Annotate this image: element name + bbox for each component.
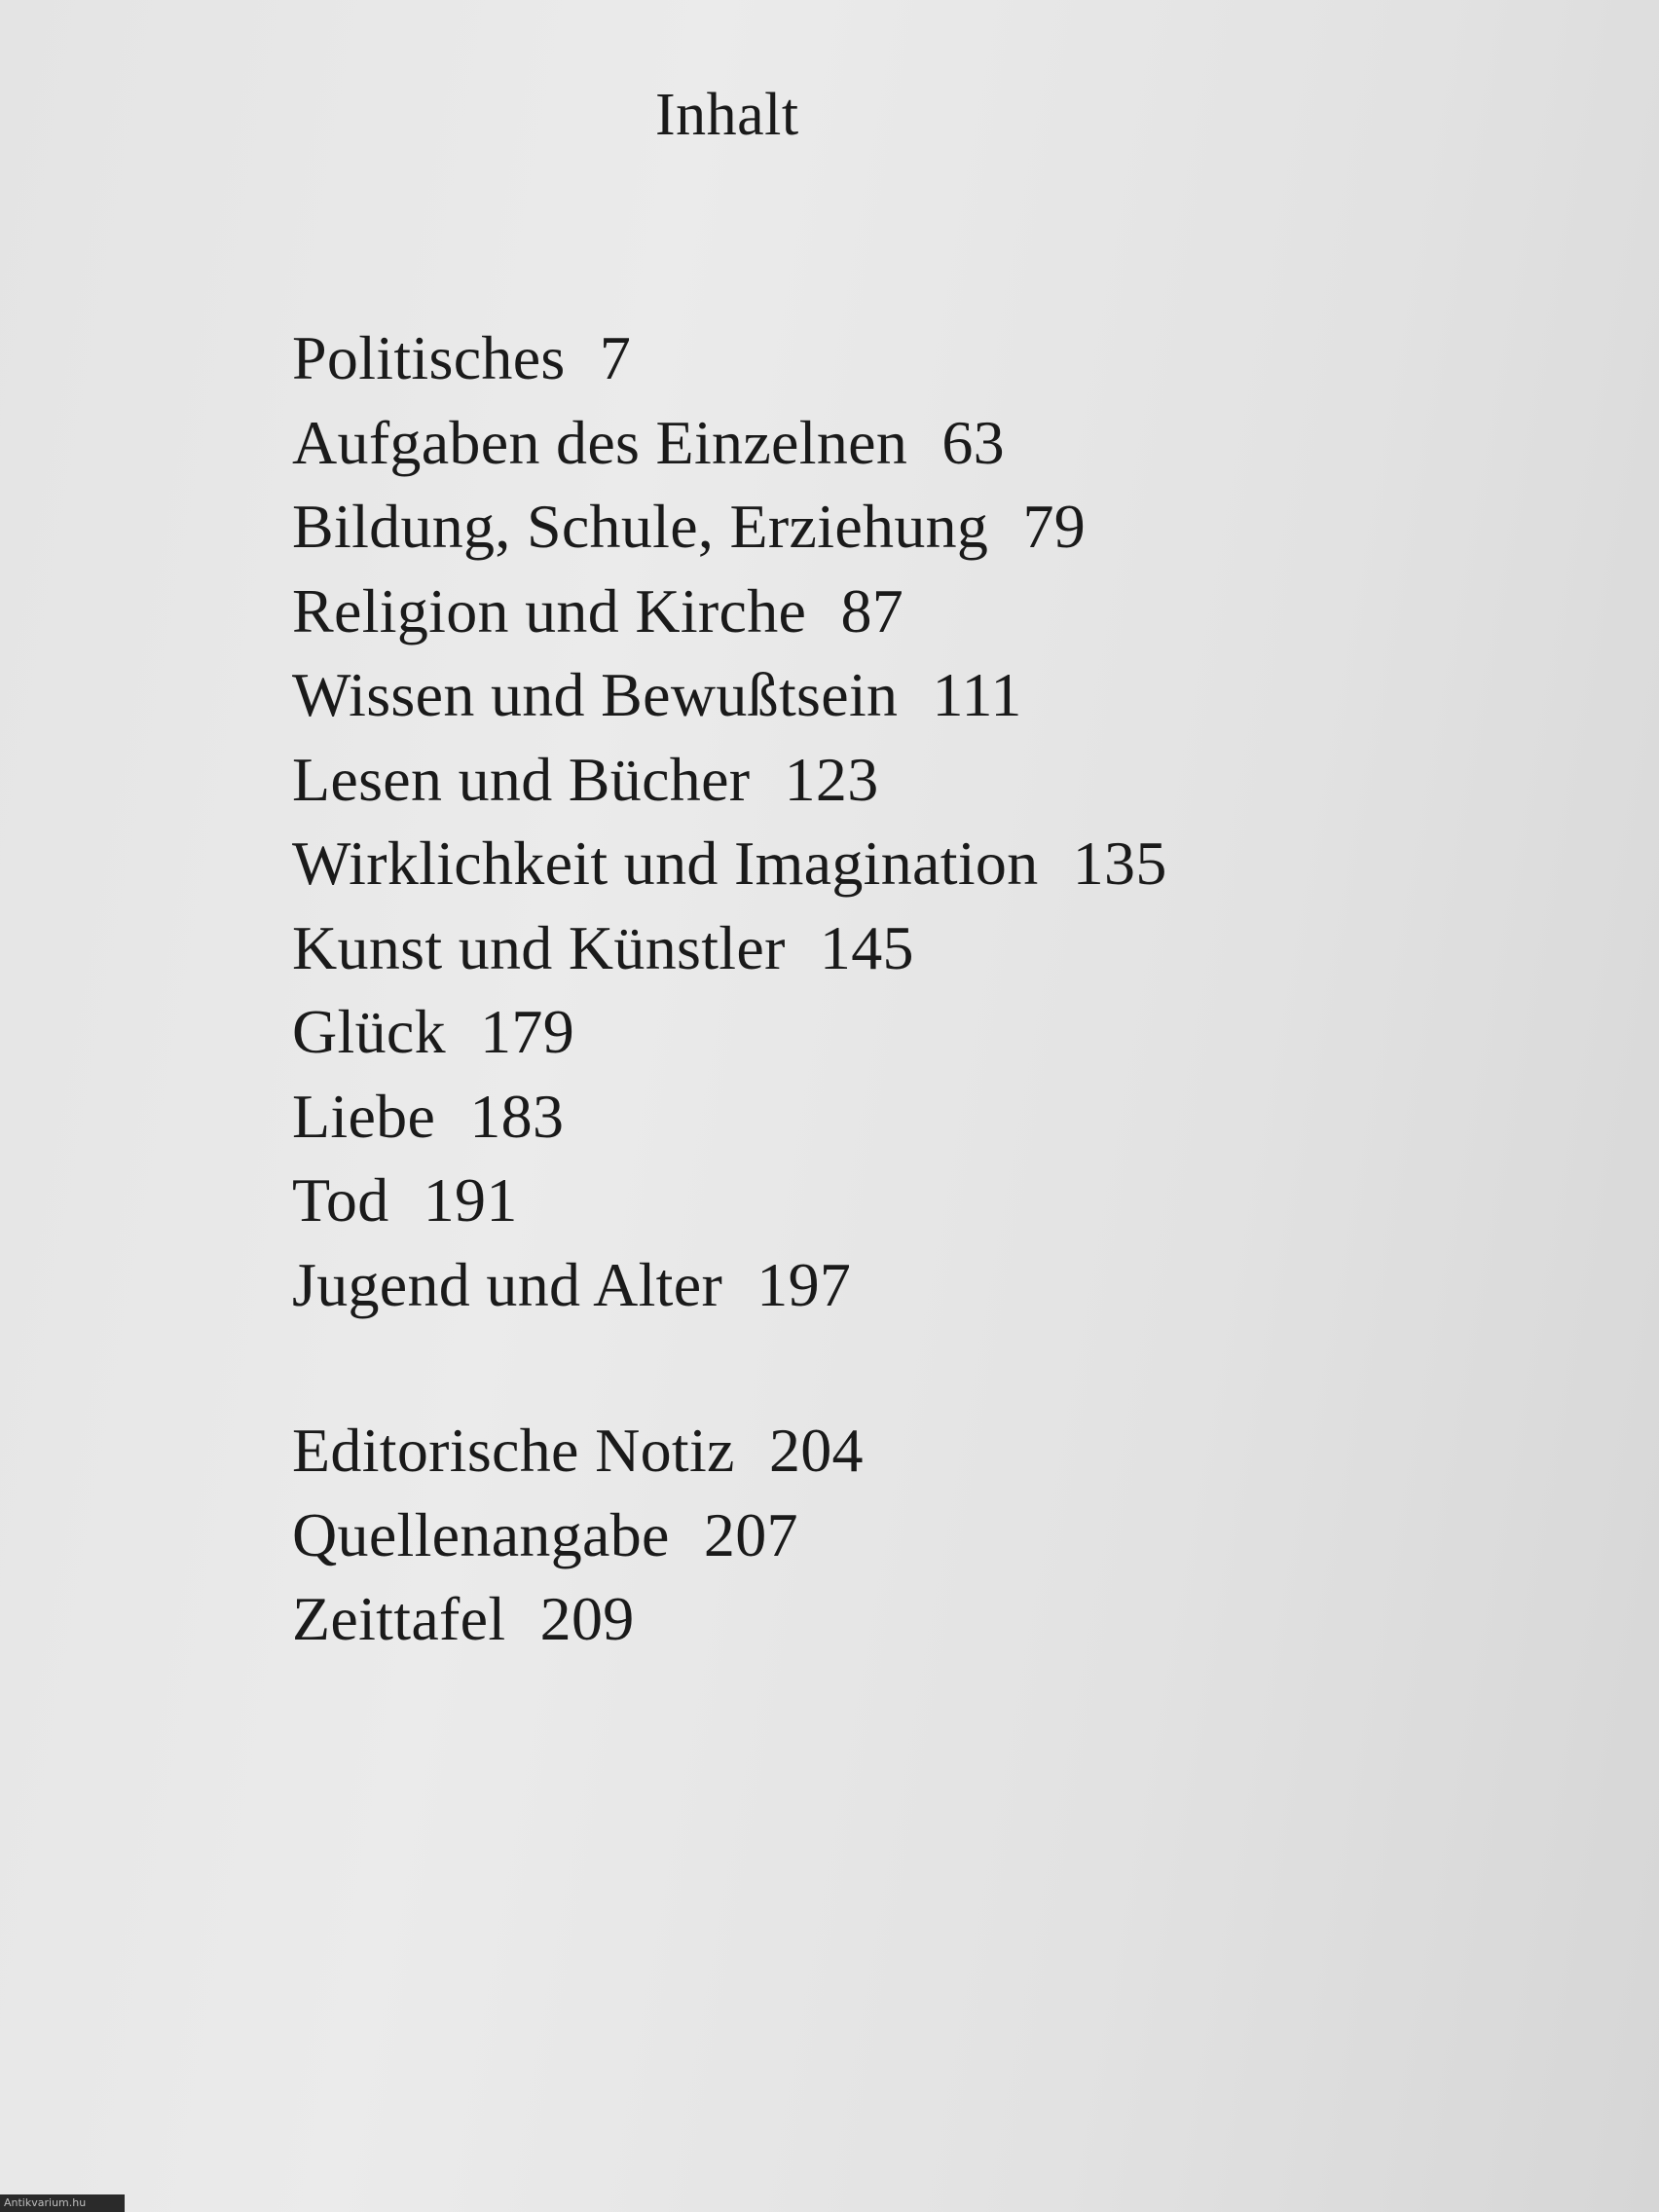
- toc-entry-page: 135: [1072, 829, 1167, 898]
- toc-entry-page: 207: [703, 1499, 798, 1569]
- toc-entry-page: 191: [423, 1165, 518, 1235]
- toc-entry: [292, 1493, 1460, 1578]
- toc-entry-page: 79: [1022, 492, 1087, 561]
- toc-entry-page: 63: [941, 407, 1005, 477]
- toc-entry-label: Politisches: [292, 323, 566, 392]
- toc-entry: [292, 1159, 1460, 1243]
- toc-entry: [292, 1075, 1460, 1160]
- toc-entry-label: Lesen und Bücher: [292, 744, 751, 814]
- toc-entry-page: 111: [932, 660, 1022, 729]
- toc-entry: [292, 738, 1460, 823]
- toc-entry-page: 7: [599, 323, 632, 392]
- toc-entry-page: 209: [539, 1584, 635, 1653]
- toc-entry: [292, 316, 1460, 401]
- toc-entry: [292, 1577, 1460, 1662]
- toc-entry-page: 123: [784, 744, 879, 814]
- toc-entry-label: Bildung, Schule, Erziehung: [292, 492, 989, 561]
- toc-entry-page: 145: [819, 912, 914, 982]
- toc-entry: [292, 1409, 1460, 1493]
- toc-entry: [292, 653, 1460, 738]
- toc-entry: [292, 570, 1460, 654]
- toc-entry-label: Quellenangabe: [292, 1499, 670, 1569]
- page-title: Inhalt: [655, 82, 799, 148]
- toc-entry: [292, 1243, 1460, 1328]
- toc-entry-label: Tod: [292, 1165, 389, 1235]
- toc-entry: [292, 990, 1460, 1075]
- toc-entry-page: 204: [768, 1416, 864, 1485]
- toc-entry-label: Wissen und Bewußtsein: [292, 660, 899, 729]
- toc-entry-label: Kunst und Künstler: [292, 912, 786, 982]
- toc-entry-label: Zeittafel: [292, 1584, 506, 1653]
- toc-entry-page: 87: [840, 575, 904, 645]
- toc-entry-page: 183: [469, 1081, 565, 1151]
- toc-entry-label: Glück: [292, 997, 446, 1066]
- toc-entry: [292, 485, 1460, 570]
- toc-entry-label: Jugend und Alter: [292, 1249, 723, 1319]
- appendix-list: [292, 1409, 1460, 1662]
- toc-entry: [292, 401, 1460, 486]
- toc-entry-label: Religion und Kirche: [292, 575, 807, 645]
- toc-entry-page: 179: [480, 997, 574, 1066]
- toc-entry-label: Aufgaben des Einzelnen: [292, 407, 908, 477]
- toc-entry-page: 197: [756, 1249, 852, 1319]
- toc-entry-label: Editorische Notiz: [292, 1416, 735, 1485]
- toc-entry-label: Wirklichkeit und Imagination: [292, 829, 1039, 898]
- toc-entry-label: Liebe: [292, 1081, 436, 1151]
- toc-entry: [292, 906, 1460, 991]
- watermark: Antikvarium.hu: [0, 2194, 125, 2212]
- chapter-list: [292, 316, 1460, 1327]
- toc-entry: [292, 822, 1460, 906]
